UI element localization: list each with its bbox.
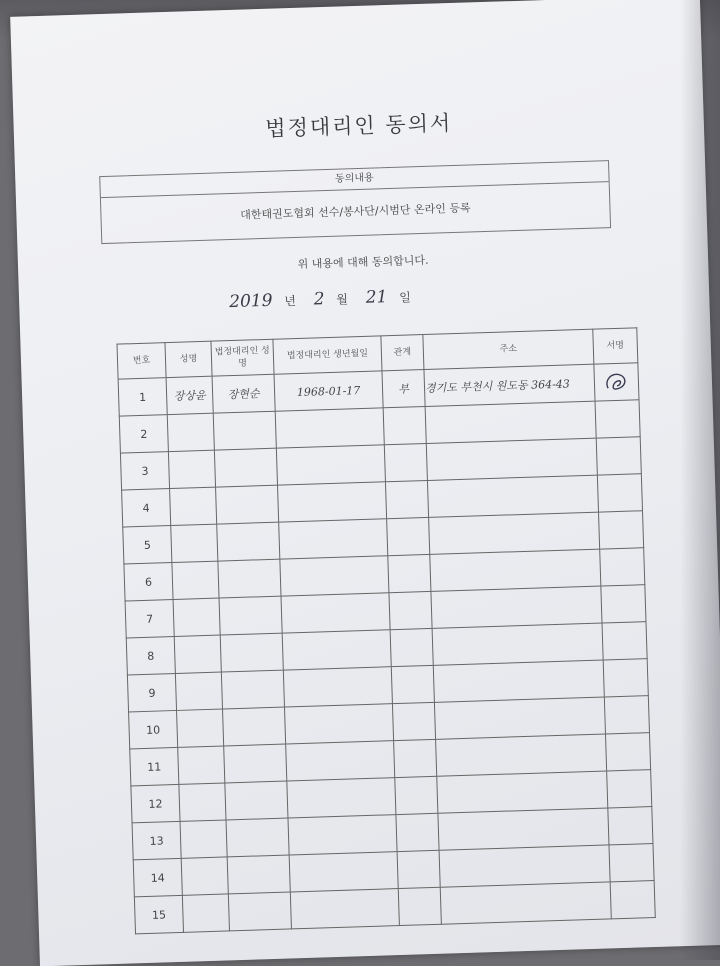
row-number: 6	[124, 563, 173, 601]
signature-cell	[605, 733, 650, 771]
row-number: 3	[120, 452, 169, 490]
row-number: 4	[122, 489, 171, 527]
student-name	[170, 487, 217, 525]
page-edge-shadow	[680, 0, 720, 960]
address: 경기도 부천시 원도동 364-43	[424, 364, 595, 406]
student-name	[182, 894, 229, 932]
date-day-label: 일	[399, 290, 412, 305]
guardian-birthdate	[288, 815, 397, 855]
student-name	[181, 857, 228, 895]
row-number: 5	[123, 526, 172, 564]
relation	[390, 628, 433, 666]
row-number: 12	[131, 784, 180, 822]
address	[431, 586, 602, 628]
document-paper	[10, 0, 720, 966]
relation	[383, 406, 426, 444]
address	[430, 549, 601, 591]
guardian-birthdate	[286, 741, 395, 781]
student-name	[177, 709, 224, 747]
address	[432, 623, 603, 665]
agreement-statement: 위 내용에 대해 동의합니다.	[297, 253, 429, 271]
guardian-birthdate	[279, 519, 388, 559]
address	[437, 771, 608, 813]
row-number: 13	[132, 821, 181, 859]
guardian-name	[224, 744, 287, 783]
signature-cell	[607, 770, 652, 808]
handwritten-signature-icon	[601, 370, 632, 395]
guardian-name	[220, 633, 283, 672]
row-number: 8	[126, 636, 175, 674]
guardian-birthdate	[278, 482, 387, 522]
header-guardian-name: 법정대리인 성명	[211, 339, 274, 376]
relation	[398, 887, 441, 925]
signature-cell	[594, 363, 639, 401]
header-name: 성명	[165, 341, 212, 377]
guardian-name	[219, 596, 282, 635]
signature-cell	[597, 474, 642, 512]
consent-body: 대한태권도협회 선수/봉사단/시범단 온라인 등록	[240, 201, 471, 222]
address	[436, 734, 607, 776]
signature-cell	[609, 844, 654, 882]
guardian-birthdate	[275, 408, 384, 448]
guardian-birthdate	[289, 852, 398, 892]
signature-cell	[595, 400, 640, 438]
guardian-name: 장현순	[212, 374, 275, 413]
header-signature: 서명	[593, 328, 638, 364]
date-month-value: 2	[313, 289, 325, 310]
guardian-name	[216, 485, 279, 524]
guardian-name	[226, 818, 289, 857]
relation	[387, 517, 430, 555]
guardian-name	[218, 559, 281, 598]
guardian-birthdate	[280, 556, 389, 596]
relation	[394, 739, 437, 777]
relation	[392, 702, 435, 740]
address	[440, 882, 611, 924]
guardian-name	[213, 411, 276, 450]
relation	[384, 443, 427, 481]
relation	[397, 850, 440, 888]
guardian-birthdate: 1968-01-17	[274, 371, 383, 411]
student-name	[180, 820, 227, 858]
student-name	[179, 783, 226, 821]
address	[426, 438, 597, 480]
guardian-name	[225, 781, 288, 820]
address	[425, 401, 596, 443]
student-name	[168, 450, 215, 488]
guardian-name	[214, 448, 277, 487]
student-name: 장상윤	[166, 376, 213, 414]
row-number: 1	[118, 378, 167, 416]
student-name	[167, 413, 214, 451]
signature-cell	[603, 659, 648, 697]
row-number: 7	[125, 600, 174, 638]
relation: 부	[382, 370, 425, 408]
guardian-name	[217, 522, 280, 561]
consent-content-box	[99, 160, 611, 244]
header-relation: 관계	[381, 335, 424, 371]
relation	[391, 665, 434, 703]
student-name	[172, 561, 219, 599]
address	[434, 697, 605, 739]
header-guardian-birthdate: 법정대리인 생년월일	[273, 336, 382, 374]
row-number: 10	[129, 710, 178, 748]
address	[427, 475, 598, 517]
relation	[385, 480, 428, 518]
address	[429, 512, 600, 554]
student-name	[174, 635, 221, 673]
relation	[388, 554, 431, 592]
row-number: 15	[134, 895, 183, 933]
guardian-name	[223, 707, 286, 746]
relation	[396, 813, 439, 851]
address	[433, 660, 604, 702]
guardian-birthdate	[282, 630, 391, 670]
signature-cell	[596, 437, 641, 475]
date-year-value: 2019	[228, 290, 273, 313]
signature-cell	[602, 622, 647, 660]
date-year-label: 년	[284, 294, 297, 309]
relation	[389, 591, 432, 629]
document-title: 법정대리인 동의서	[264, 111, 453, 141]
guardian-birthdate	[287, 778, 396, 818]
header-address: 주소	[423, 329, 594, 369]
header-number: 번호	[117, 343, 166, 379]
address	[438, 808, 609, 850]
guardian-birthdate	[284, 704, 393, 744]
guardian-birthdate	[290, 889, 399, 929]
guardian-name	[228, 892, 291, 931]
signature-cell	[599, 511, 644, 549]
table-body	[118, 363, 655, 934]
student-name	[178, 746, 225, 784]
guardian-birthdate	[283, 667, 392, 707]
row-number: 14	[133, 858, 182, 896]
signature-cell	[600, 548, 645, 586]
row-number: 9	[127, 673, 176, 711]
signature-cell	[608, 807, 653, 845]
student-name	[175, 672, 222, 710]
guardian-birthdate	[281, 593, 390, 633]
address	[439, 845, 610, 887]
consent-header: 동의내용	[100, 161, 608, 198]
date-month-label: 월	[336, 292, 349, 307]
guardian-table	[116, 327, 655, 934]
signature-cell	[604, 696, 649, 734]
row-number: 11	[130, 747, 179, 785]
guardian-name	[227, 855, 290, 894]
relation	[395, 776, 438, 814]
signature-cell	[601, 585, 646, 623]
date-line	[229, 286, 425, 312]
row-number: 2	[119, 415, 168, 453]
date-day-value: 21	[365, 287, 388, 308]
guardian-birthdate	[276, 445, 385, 485]
guardian-name	[221, 670, 284, 709]
student-name	[171, 524, 218, 562]
student-name	[173, 598, 220, 636]
signature-cell	[610, 881, 655, 919]
